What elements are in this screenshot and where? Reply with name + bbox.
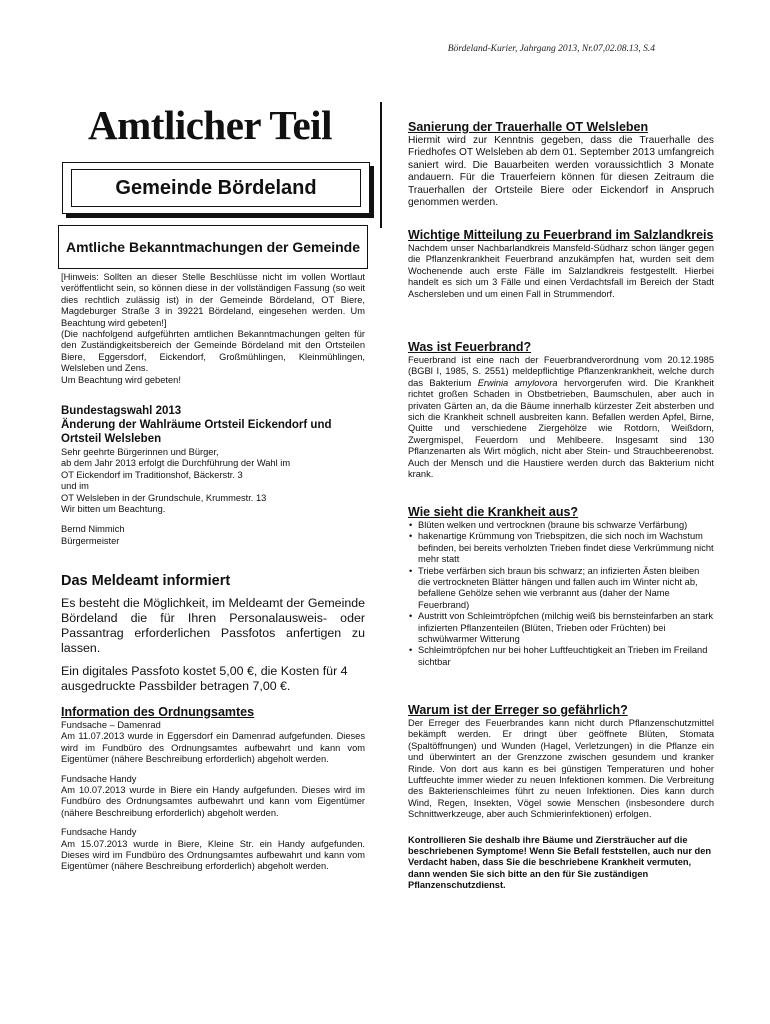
sanierung-section bbox=[408, 120, 714, 209]
hinweis-paragraph: [Hinweis: Sollten an dieser Stelle Beschlüsse nicht im vollen Wortlaut veröffentlicht sein, so können diese in der vollständigen Fassung (so weit dies rechtlich zulässig ist) in der Gemeinde Bördeland, OT Biere, Magdeburger Straße 3 in 39221 Bördeland, eingesehen werden. Um Beachtung wird gebeten!] bbox=[61, 272, 365, 328]
was-ist-heading: Was ist Feuerbrand? bbox=[408, 340, 532, 354]
symptom-item: • hakenartige Krümmung von Triebspitzen, die sich noch im Wachstum befinden, bei bereits verholzten Trieben findet diese Verkrümmung nicht mehr statt bbox=[408, 531, 714, 565]
hinweis-block bbox=[61, 272, 365, 386]
feuerbrand-heading: Wichtige Mitteilung zu Feuerbrand im Salzlandkreis bbox=[408, 228, 714, 242]
announcements-box: Amtliche Bekanntmachungen der Gemeinde bbox=[58, 225, 368, 269]
wahl-heading-line: Änderung der Wahlräume Ortsteil Eickendorf und bbox=[61, 419, 332, 431]
wahl-heading-line: Ortsteil Welsleben bbox=[61, 433, 162, 445]
meldeamt-heading: Das Meldeamt informiert bbox=[61, 573, 231, 589]
meldeamt-paragraph: Es besteht die Möglichkeit, im Meldeamt der Gemeinde Bördeland die für Ihren Personalausweis- oder Passantrag erforderlichen Passfotos anfertigen zu lassen. bbox=[61, 596, 365, 655]
was-ist-text bbox=[408, 355, 714, 480]
sanierung-heading: Sanierung der Trauerhalle OT Welsleben bbox=[408, 120, 649, 134]
sanierung-text: Hiermit wird zur Kenntnis gegeben, dass die Trauerhalle des Friedhofes OT Welsleben ab dem 01. September 2013 umfangreich saniert wird. Die Bauarbeiten werden voraussichtlich 3 Monate andauern. Für die Trauerfeiern können für diesen Zeitraum die Trauerhallen der Ortsteile Biere oder Eickendorf in Anspruch genommen werden. bbox=[408, 135, 714, 209]
hinweis-paragraph: Um Beachtung wird gebeten! bbox=[61, 374, 181, 385]
ordnungsamt-heading: Information des Ordnungsamtes bbox=[61, 705, 255, 719]
hinweis-paragraph: (Die nachfolgend aufgeführten amtlichen Bekanntmachungen gelten für den Zuständigkeitsbereich der Gemeinde Bördeland mit den Ortsteilen Biere, Eggersdorf, Eickendorf, Großmühlingen, Kleinmühlingen, Welsleben und Zens. bbox=[61, 329, 365, 374]
symptome-heading: Wie sieht die Krankheit aus? bbox=[408, 505, 579, 519]
signature-role: Bürgermeister bbox=[61, 535, 120, 546]
signature-name: Bernd Nimmich bbox=[61, 524, 125, 535]
wahl-section bbox=[61, 404, 365, 547]
ordnungsamt-section bbox=[61, 705, 365, 873]
fundsache-title: Fundsache – Damenrad bbox=[61, 720, 161, 730]
wahl-body-line: und im bbox=[61, 481, 89, 492]
kontroll-hinweis: Kontrollieren Sie deshalb ihre Bäume und Ziersträucher auf die beschriebenen Symptome! Wenn Sie Befall feststellen, auch nur den Verdacht haben, dass Sie die beschriebene Krankheit vermuten, dann wenden Sie sich bitte an den für Sie zuständigen Pflanzenschutzdienst. bbox=[408, 834, 712, 891]
was-ist-text-start: Feuerbrand ist eine nach der Feuerbrandverordnung vom 20.12.1985 (BGBl I, 1985, S. 2551) meldepflichtige Pflanzenkrankheit, welche durch das Bakterium bbox=[408, 355, 714, 388]
feuerbrand-text: Nachdem unser Nachbarlandkreis Mansfeld-Südharz schon länger gegen die Pflanzenkrankheit Feuerbrand anzukämpfen hat, wurden seit dem Wochenende auch erste Fälle im Salzlandkreis festgestellt. Hierbei handelt es sich um 3 Fälle und einen Verdachtsfall im Bereich der Stadt Aschersleben und um einen Fall in Strummendorf. bbox=[408, 243, 714, 299]
column-rule bbox=[380, 102, 382, 228]
running-header: Bördeland-Kurier, Jahrgang 2013, Nr.07,02.08.13, S.4 bbox=[447, 44, 655, 54]
wahl-body-line: Wir bitten um Beachtung. bbox=[61, 504, 166, 515]
gefaehrlich-heading: Warum ist der Erreger so gefährlich? bbox=[408, 703, 628, 717]
was-ist-section bbox=[408, 340, 714, 480]
bacterium-name: Erwinia amylovora bbox=[477, 377, 558, 388]
fundsache-text: Am 11.07.2013 wurde in Eggersdorf ein Damenrad aufgefunden. Dieses wird im Fundbüro des Ordnungsamtes aufbewahrt und kann vom Eigentümer (nähere Beschreibung erforderlich) abgeholt werden. bbox=[61, 731, 365, 765]
fundsache-text: Am 15.07.2013 wurde in Biere, Kleine Str. ein Handy aufgefunden. Dieses wird im Fundbüro des Ordnungsamtes aufbewahrt und kann vom Eigentümer (nähere Beschreibung erforderlich) abgeholt werden. bbox=[61, 838, 365, 872]
feuerbrand-section bbox=[408, 228, 714, 300]
symptom-item: • Triebe verfärben sich braun bis schwarz; an infizierten Ästen bleiben die vertrockneten Blätter hängen und fallen auch im Winter nicht ab, befallene Gehölze sehen wie verbrannt aus (daher der Name Feuerbrand) bbox=[408, 566, 714, 612]
fundsache-title: Fundsache Handy bbox=[61, 773, 137, 784]
symptom-item: • Schleimtröpfchen nur bei hoher Luftfeuchtigkeit an Trieben im Freiland sichtbar bbox=[408, 645, 714, 668]
wahl-heading-line: Bundestagswahl 2013 bbox=[61, 405, 182, 417]
gefaehrlich-text: Der Erreger des Feuerbrandes kann nicht durch Pflanzenschutzmittel bekämpft werden. Er dringt über geöffnete Blüten, Stomata (Spaltöffnungen) und Wunden (Hagel, Verletzungen) in die Pflanze ein und überwintert an der Grenzzone zwischen gesundem und kranker Rinde. Von dort aus kann es bei günstigen Temperaturen und hoher Luftfeuchte immer wieder zu neuen Infektionen kommen. Die Verbreitung des Bakterienschleimes führt zu neuen Infektionen. Dies kann durch Wind, Regen, Insekten, Vögel sowie Menschen (insbesondere durch Schnittwerkzeuge, aber auch Schmierinfektionen) erfolgen. bbox=[408, 718, 714, 820]
was-ist-text-end: hervorgerufen wird. Die Krankheit richtet großen Schaden in Obstbetrieben, Baumschulen, aber auch in privaten Gärten an, da die Bäume innerhalb kürzester Zeit absterben und sich die Krankheit schnell ausbreiten kann. Befallen werden Apfel, Birne, Quitte und verschiedene Ziergehölze wie Rotdorn, Weißdorn, Zwergmispel, Feuerdorn und Mehlbeere. Insgesamt sind 130 Pflanzenarten als Wirt möglich, nicht aber Stein- und Strauchbeerenobst. Auch der Mensch und die Haustiere werden durch das Bakterium nicht krank. bbox=[408, 377, 715, 480]
wahl-body-line: ab dem Jahr 2013 erfolgt die Durchführung der Wahl im bbox=[61, 458, 291, 469]
municipality-name: Gemeinde Bördeland bbox=[71, 169, 361, 207]
wahl-body-line: OT Eickendorf im Traditionshof, Bäckerstr. 3 bbox=[61, 469, 243, 480]
symptom-item: • Blüten welken und vertrocknen (braune bis schwarze Verfärbung) bbox=[408, 520, 714, 531]
symptom-item: • Austritt von Schleimtröpfchen (milchig weiß bis bernsteinfarben an stark infizierten Pflanzenteilen (Blüten, Trieben oder Früchten) bei schwülwarmer Witterung bbox=[408, 611, 714, 645]
wahl-body-line: OT Welsleben in der Grundschule, Krummestr. 13 bbox=[61, 492, 267, 503]
municipality-box bbox=[62, 162, 370, 214]
gefaehrlich-section bbox=[408, 703, 714, 892]
wahl-body-line: Sehr geehrte Bürgerinnen und Bürger, bbox=[61, 447, 219, 457]
symptome-section bbox=[408, 505, 714, 668]
fundsache-text: Am 10.07.2013 wurde in Biere ein Handy aufgefunden. Dieses wird im Fundbüro des Ordnungsamtes aufbewahrt und kann vom Eigentümer (nähere Beschreibung erforderlich) abgeholt werden. bbox=[61, 785, 365, 818]
meldeamt-section bbox=[61, 572, 365, 694]
fundsache-title: Fundsache Handy bbox=[61, 827, 137, 838]
meldeamt-paragraph: Ein digitales Passfoto kostet 5,00 €, die Kosten für 4 ausgedruckte Passbilder betragen 7,00 €. bbox=[61, 664, 348, 693]
section-title: Amtlicher Teil bbox=[88, 102, 332, 148]
